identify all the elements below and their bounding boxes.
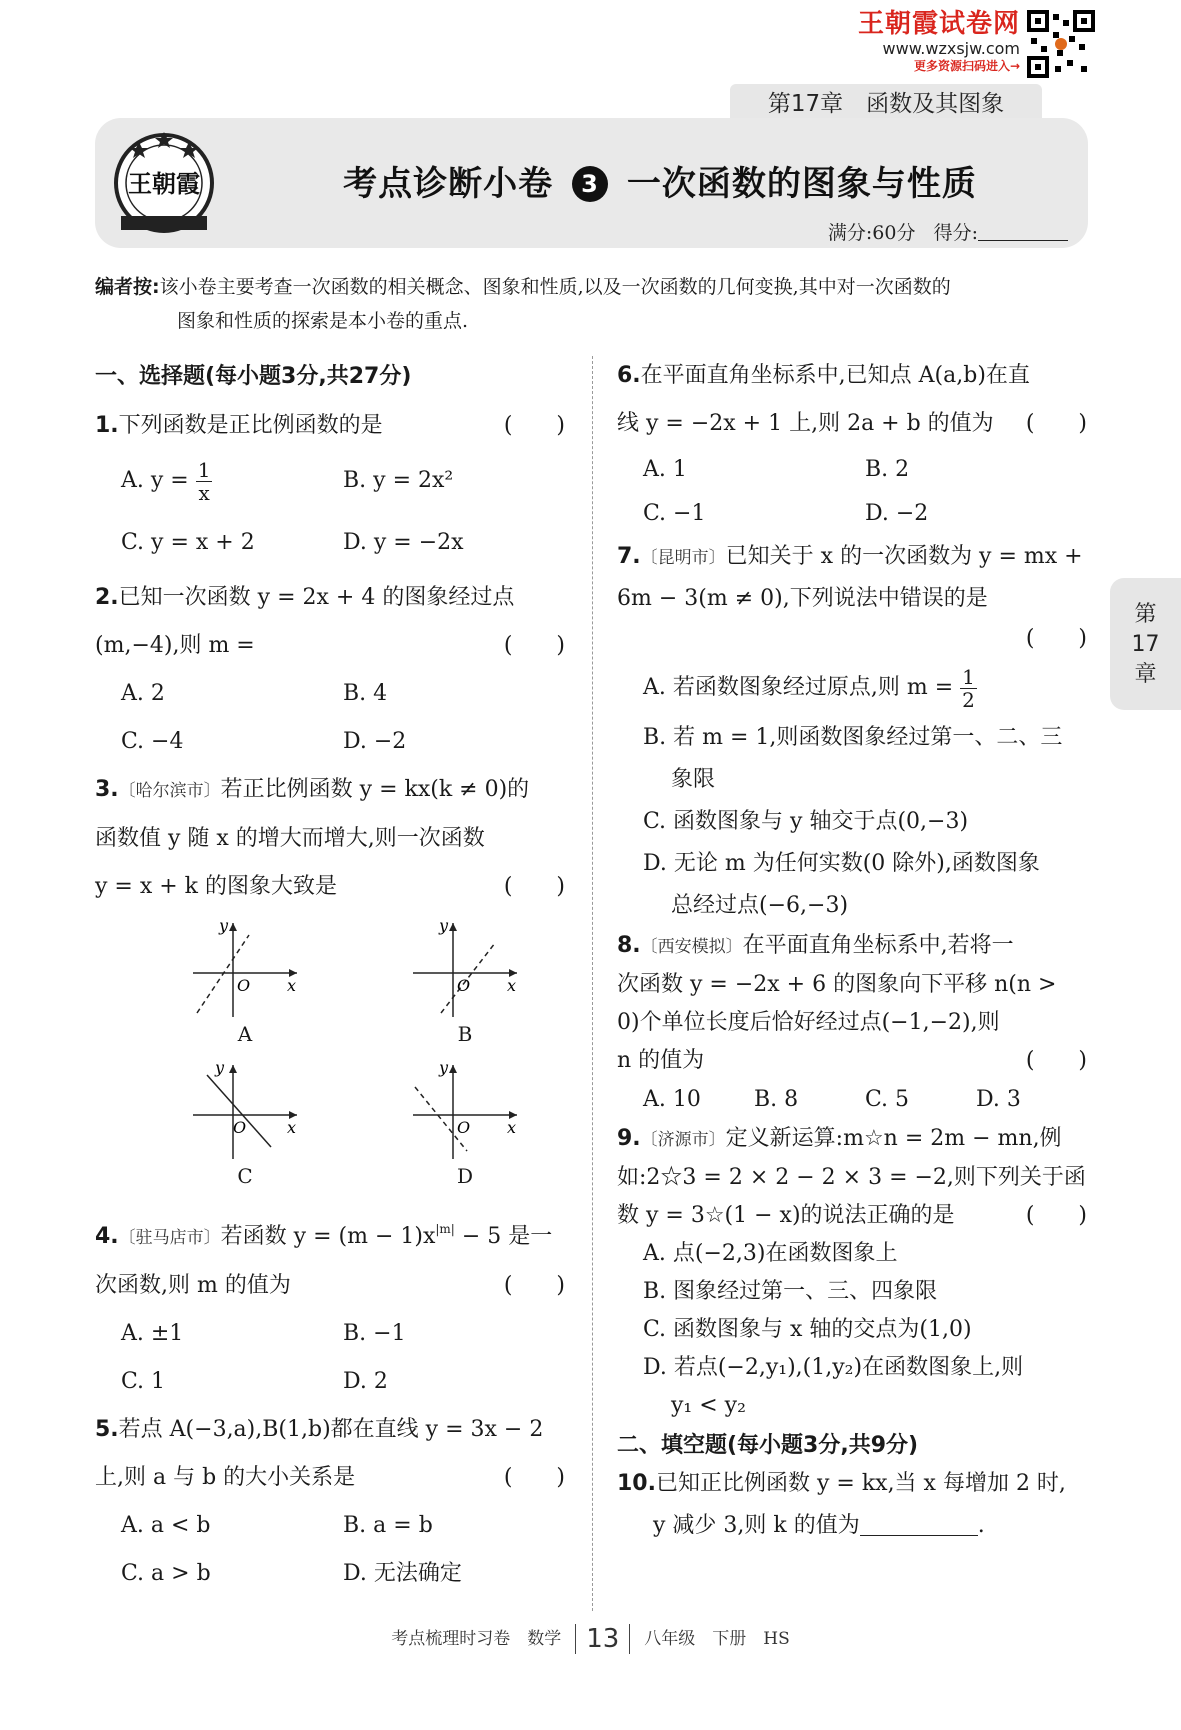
question-number: 5. <box>95 1417 119 1442</box>
option-b[interactable]: B. 4 <box>343 681 388 706</box>
origin-label: O <box>457 976 471 995</box>
question-text-cont: n 的值为 <box>617 1048 705 1073</box>
source-tag: 〔西安模拟〕 <box>640 937 743 957</box>
option-b[interactable]: B. y = 2x² <box>343 468 454 493</box>
option-b[interactable]: B. 8 <box>754 1087 799 1112</box>
left-column <box>95 360 565 1598</box>
axis-x-label: x <box>507 976 517 995</box>
section-fill-title: 二、填空题(每小题3分,共9分) <box>617 1433 919 1458</box>
option-c[interactable]: C. 函数图象与 x 轴的交点为(1,0) <box>643 1317 972 1342</box>
editor-note <box>95 270 1088 338</box>
question-text-cont: y = x + k 的图象大致是 <box>95 874 338 899</box>
publisher-seal-icon <box>109 128 219 238</box>
exponent: |m| <box>435 1222 455 1236</box>
answer-paren[interactable]: ( ) <box>1025 1048 1087 1073</box>
score-box <box>828 218 1068 245</box>
fraction <box>960 666 977 711</box>
axis-x-label: x <box>287 1118 297 1137</box>
page-footer <box>0 1624 1181 1654</box>
q8-options <box>617 1080 1087 1120</box>
question-end: . <box>977 1513 985 1538</box>
side-tab-top: 第 <box>1134 602 1157 627</box>
answer-paren[interactable]: ( ) <box>503 1273 565 1298</box>
option-c[interactable]: C. −1 <box>643 501 706 526</box>
question-text-cont: 线 y = −2x + 1 上,则 2a + b 的值为 <box>617 411 994 436</box>
option-b[interactable]: B. 图象经过第一、三、四象限 <box>643 1279 938 1304</box>
axis-x-label: x <box>287 976 297 995</box>
graph-a[interactable] <box>135 917 355 1059</box>
origin-label: O <box>237 976 251 995</box>
question-number: 3. <box>95 777 119 802</box>
question-text: 若函数 y = (m − 1)x <box>220 1224 436 1249</box>
option-a[interactable] <box>121 450 343 512</box>
question-7-paren-line <box>617 619 1087 659</box>
option-d-cont: 总经过点(−6,−3) <box>671 893 849 918</box>
question-number: 6. <box>617 363 641 388</box>
graph-label: B <box>457 1022 473 1046</box>
editor-line-1: 该小卷主要考查一次函数的相关概念、图象和性质,以及一次函数的几何变换,其中对一次函数的 <box>159 276 951 298</box>
question-2-cont <box>95 622 565 670</box>
source-tag: 〔昆明市〕 <box>640 548 726 568</box>
brand-name: 王朝霞试卷网 <box>857 9 1020 39</box>
fraction-numerator: 1 <box>962 664 975 689</box>
option-b[interactable]: B. 2 <box>865 457 910 482</box>
question-3 <box>95 766 565 815</box>
fraction-denominator: 2 <box>962 687 975 712</box>
option-c[interactable]: C. 函数图象与 y 轴交于点(0,−3) <box>643 809 969 834</box>
question-5-cont <box>95 1454 565 1502</box>
graph-b-plot <box>405 917 525 1021</box>
q4-options <box>95 1310 565 1406</box>
question-8-cont: 次函数 y = −2x + 6 的图象向下平移 n(n > <box>617 972 1057 997</box>
question-text: 已知一次函数 y = 2x + 4 的图象经过点 <box>118 585 515 610</box>
question-6 <box>617 352 1087 400</box>
option-d-cont: y₁ < y₂ <box>671 1393 746 1418</box>
question-text: 已知关于 x 的一次函数为 y = mx + <box>725 544 1083 569</box>
column-divider <box>592 356 593 1611</box>
option-a-text: A. 若函数图象经过原点,则 m = <box>643 675 961 700</box>
option-d[interactable]: D. 2 <box>343 1369 388 1394</box>
question-10-cont <box>617 1505 1087 1547</box>
question-9-cont2 <box>617 1197 1087 1235</box>
answer-paren[interactable]: ( ) <box>1025 1203 1087 1228</box>
q6-options <box>617 448 1087 536</box>
question-3-cont: 函数值 y 随 x 的增大而增大,则一次函数 <box>95 826 485 851</box>
score-blank[interactable] <box>978 223 1068 241</box>
option-d[interactable]: D. 无论 m 为任何实数(0 除外),函数图象 <box>643 851 1040 876</box>
question-9-cont: 如:2☆3 = 2 × 2 − 2 × 3 = −2,则下列关于函 <box>617 1165 1086 1190</box>
question-7 <box>617 536 1087 579</box>
question-text: 在平面直角坐标系中,若将一 <box>742 933 1014 958</box>
q5-options <box>95 1502 565 1598</box>
section-choice-title: 一、选择题(每小题3分,共27分) <box>95 364 412 389</box>
editor-line-2: 图象和性质的探索是本小卷的重点. <box>177 310 469 332</box>
option-c[interactable]: C. a > b <box>121 1561 211 1586</box>
q2-options <box>95 670 565 766</box>
option-a[interactable]: A. ±1 <box>121 1321 184 1346</box>
chapter-side-tab <box>1110 578 1181 710</box>
question-number: 1. <box>95 413 119 438</box>
question-text: 若点 A(−3,a),B(1,b)都在直线 y = 3x − 2 <box>118 1417 544 1442</box>
axis-y-label: y <box>219 917 229 935</box>
question-text: 定义新运算:m☆n = 2m − mn,例 <box>725 1126 1062 1151</box>
source-tag: 〔哈尔滨市〕 <box>118 781 221 801</box>
option-c[interactable]: C. y = x + 2 <box>121 530 255 555</box>
graph-label: D <box>456 1164 474 1188</box>
question-4-cont <box>95 1262 565 1310</box>
question-text-tail: − 5 是一 <box>454 1224 553 1249</box>
q3-graphs <box>135 917 575 1201</box>
answer-blank[interactable] <box>860 1514 978 1536</box>
question-4 <box>95 1205 565 1262</box>
option-b-cont: 象限 <box>671 767 716 792</box>
question-7-cont: 6m − 3(m ≠ 0),下列说法中错误的是 <box>617 586 988 611</box>
answer-paren[interactable]: ( ) <box>1025 411 1087 436</box>
question-text-cont: 数 y = 3☆(1 − x)的说法正确的是 <box>617 1203 955 1228</box>
brand-scan-text: 更多资源扫码进入→ <box>913 59 1020 73</box>
graph-line <box>197 935 249 1013</box>
answer-paren[interactable]: ( ) <box>503 874 565 899</box>
q1-options <box>95 450 565 574</box>
title-band <box>95 118 1088 248</box>
score-full: 满分:60分 <box>827 222 916 244</box>
option-c[interactable]: C. −4 <box>121 729 184 754</box>
question-text: 在平面直角坐标系中,已知点 A(a,b)在直 <box>640 363 1030 388</box>
answer-paren[interactable]: ( ) <box>503 633 565 658</box>
brand-block <box>850 8 1020 74</box>
question-1 <box>95 402 565 450</box>
graph-b[interactable] <box>355 917 575 1059</box>
option-a[interactable] <box>617 659 1087 717</box>
option-c[interactable]: C. 5 <box>865 1087 910 1112</box>
graph-c[interactable] <box>135 1059 355 1201</box>
graph-c-plot <box>185 1059 305 1163</box>
title-topic: 一次函数的图象与性质 <box>626 164 977 204</box>
axis-x-label: x <box>507 1118 517 1137</box>
option-a-text: A. y = <box>121 468 196 493</box>
option-d[interactable]: D. 3 <box>976 1087 1021 1112</box>
footer-left: 考点梳理时习卷 数学 <box>391 1629 562 1649</box>
question-9 <box>617 1120 1087 1159</box>
answer-paren[interactable]: ( ) <box>503 413 565 438</box>
option-a[interactable]: A. 2 <box>121 681 165 706</box>
question-text-cont: (m,−4),则 m = <box>95 633 255 658</box>
axis-y-label: y <box>439 917 449 935</box>
option-d[interactable]: D. 若点(−2,y₁),(1,y₂)在函数图象上,则 <box>643 1355 1024 1380</box>
question-6-cont <box>617 400 1087 448</box>
origin-label: O <box>233 1118 247 1137</box>
fraction-numerator: 1 <box>197 457 211 482</box>
graph-label: A <box>237 1022 253 1046</box>
question-number: 10. <box>617 1471 656 1496</box>
fraction <box>196 459 213 504</box>
option-b[interactable]: B. −1 <box>343 1321 406 1346</box>
question-text-cont: 次函数,则 m 的值为 <box>95 1273 291 1298</box>
chapter-tab: 第17章 函数及其图象 <box>730 84 1042 124</box>
option-b[interactable]: B. 若 m = 1,则函数图象经过第一、二、三 <box>643 725 1063 750</box>
page-title <box>250 156 1070 205</box>
option-d[interactable]: D. y = −2x <box>343 530 464 555</box>
brand-url[interactable]: www.wzxsjw.com <box>882 39 1020 58</box>
footer-right: 八年级 下册 HS <box>644 1629 790 1649</box>
question-text: 下列函数是正比例函数的是 <box>118 413 383 438</box>
graph-d-plot <box>405 1059 525 1163</box>
origin-label: O <box>457 1118 471 1137</box>
title-prefix: 考点诊断小卷 <box>343 164 554 204</box>
axis-y-label: y <box>215 1059 225 1077</box>
side-tab-bottom: 章 <box>1134 662 1157 687</box>
question-text: 已知正比例函数 y = kx,当 x 每增加 2 时, <box>655 1471 1066 1496</box>
svg-text:王朝霞: 王朝霞 <box>128 169 200 198</box>
answer-paren[interactable]: ( ) <box>503 1465 565 1490</box>
question-number: 8. <box>617 933 641 958</box>
title-number-badge: 3 <box>572 166 608 202</box>
question-number: 4. <box>95 1224 119 1249</box>
question-text: 若正比例函数 y = kx(k ≠ 0)的 <box>220 777 530 802</box>
option-d[interactable]: D. 无法确定 <box>343 1561 462 1586</box>
question-number: 9. <box>617 1126 641 1151</box>
fraction-denominator: x <box>198 480 210 505</box>
option-d[interactable]: D. −2 <box>343 729 407 754</box>
question-8-cont3 <box>617 1042 1087 1080</box>
option-a[interactable]: A. 点(−2,3)在函数图象上 <box>643 1241 898 1266</box>
source-tag: 〔济源市〕 <box>640 1130 726 1150</box>
option-a[interactable]: A. 1 <box>643 457 687 482</box>
question-number: 2. <box>95 585 119 610</box>
option-a[interactable]: A. a < b <box>121 1513 211 1538</box>
graph-a-plot <box>185 917 305 1021</box>
graph-d[interactable] <box>355 1059 575 1201</box>
qr-code-icon[interactable] <box>1027 10 1095 78</box>
question-3-cont2 <box>95 863 565 911</box>
option-c[interactable]: C. 1 <box>121 1369 166 1394</box>
option-b[interactable]: B. a = b <box>343 1513 433 1538</box>
question-2 <box>95 574 565 622</box>
right-column <box>617 352 1087 1547</box>
score-label: 得分: <box>933 222 978 244</box>
question-10 <box>617 1463 1087 1505</box>
editor-label: 编者按: <box>95 276 160 298</box>
side-tab-number: 17 <box>1131 632 1160 657</box>
option-a[interactable]: A. 10 <box>643 1087 701 1112</box>
axis-y-label: y <box>439 1059 449 1077</box>
source-tag: 〔驻马店市〕 <box>118 1228 221 1248</box>
page-number: 13 <box>575 1624 630 1654</box>
question-text-cont: 上,则 a 与 b 的大小关系是 <box>95 1465 356 1490</box>
question-5 <box>95 1406 565 1454</box>
graph-label: C <box>237 1164 253 1188</box>
question-8 <box>617 927 1087 966</box>
question-8-cont2: 0)个单位长度后恰好经过点(−1,−2),则 <box>617 1010 1000 1035</box>
answer-paren[interactable]: ( ) <box>1025 626 1087 651</box>
option-d[interactable]: D. −2 <box>865 501 929 526</box>
question-text-cont: y 减少 3,则 k 的值为 <box>653 1513 860 1538</box>
question-number: 7. <box>617 544 641 569</box>
